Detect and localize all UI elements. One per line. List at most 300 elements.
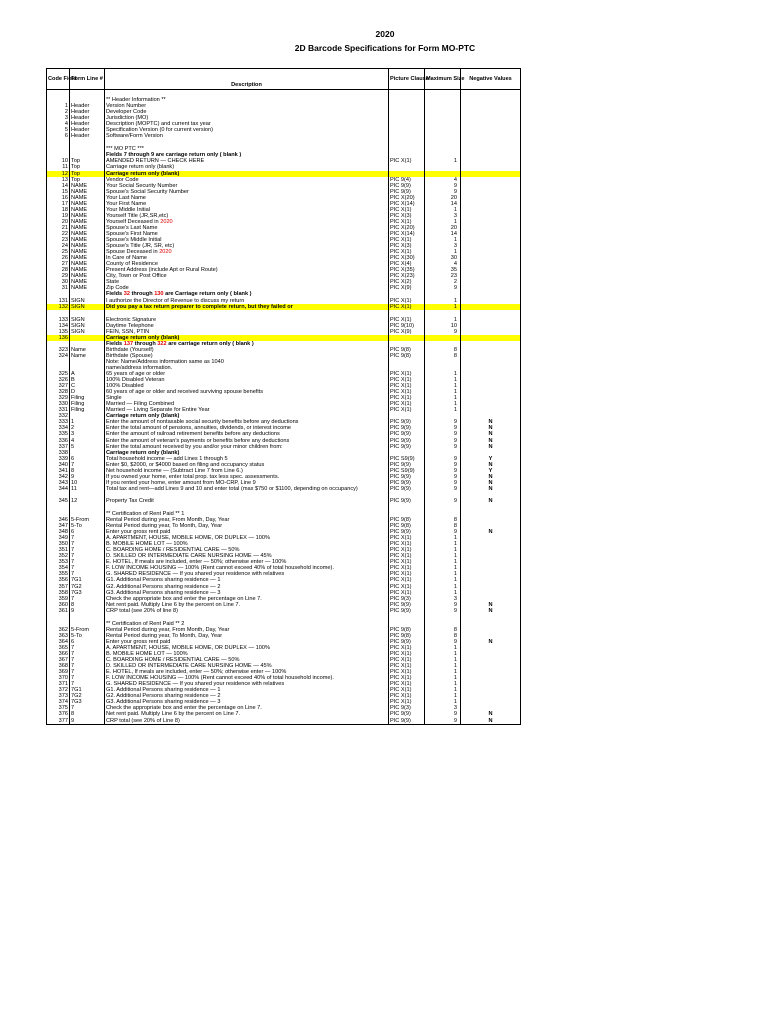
cell-code-field: 29 bbox=[47, 273, 70, 279]
cell-form-line: NAME bbox=[70, 243, 105, 249]
cell-maximum-size: 1 bbox=[425, 304, 461, 310]
cell-maximum-size: 9 bbox=[425, 431, 461, 437]
cell-description: Enter the amount of railroad retirement benefits before any deductions bbox=[105, 431, 389, 437]
cell-form-line: 8 bbox=[70, 468, 105, 474]
cell-description: Carriage return only (blank) bbox=[105, 450, 389, 456]
cell-maximum-size: 3 bbox=[425, 243, 461, 249]
cell-code-field: 348 bbox=[47, 529, 70, 535]
cell-code-field: 366 bbox=[47, 651, 70, 657]
cell-maximum-size: 1 bbox=[425, 401, 461, 407]
cell-negative-values: N bbox=[461, 639, 521, 645]
cell-code-field: 136 bbox=[47, 335, 70, 341]
cell-code-field bbox=[47, 504, 70, 511]
cell-form-line: Header bbox=[70, 127, 105, 133]
cell-picture-clause: PIC 9(9) bbox=[389, 718, 425, 725]
cell-description: Fields 137 through 322 are carriage return only ( blank ) bbox=[105, 341, 389, 347]
cell-maximum-size bbox=[425, 90, 461, 98]
cell-picture-clause: PIC X(1) bbox=[389, 547, 425, 553]
cell-code-field: 340 bbox=[47, 462, 70, 468]
cell-form-line: 2 bbox=[70, 425, 105, 431]
cell-maximum-size: 4 bbox=[425, 177, 461, 183]
cell-form-line: 7 bbox=[70, 559, 105, 565]
header-code-field: Code Field bbox=[47, 69, 70, 90]
cell-picture-clause: PIC X(9) bbox=[389, 285, 425, 291]
cell-code-field bbox=[47, 614, 70, 621]
cell-picture-clause: PIC 9(8) bbox=[389, 347, 425, 353]
cell-description: Carriage return only (blank) bbox=[105, 164, 389, 170]
cell-negative-values: N bbox=[461, 608, 521, 614]
cell-maximum-size: 9 bbox=[425, 718, 461, 725]
cell-maximum-size: 8 bbox=[425, 627, 461, 633]
cell-form-line: 7 bbox=[70, 547, 105, 553]
cell-picture-clause bbox=[389, 310, 425, 317]
cell-picture-clause: PIC X(1) bbox=[389, 657, 425, 663]
cell-form-line: 7 bbox=[70, 669, 105, 675]
cell-code-field: 14 bbox=[47, 183, 70, 189]
cell-maximum-size: 8 bbox=[425, 633, 461, 639]
cell-picture-clause: PIC 9(8) bbox=[389, 353, 425, 359]
cell-code-field: 342 bbox=[47, 474, 70, 480]
cell-description: Married — Filing Combined bbox=[105, 401, 389, 407]
cell-maximum-size: 3 bbox=[425, 596, 461, 602]
cell-description: Enter your gross rent paid bbox=[105, 639, 389, 645]
cell-maximum-size: 1 bbox=[425, 158, 461, 164]
cell-code-field: 332 bbox=[47, 413, 70, 419]
cell-form-line: 7 bbox=[70, 462, 105, 468]
cell-form-line: 6 bbox=[70, 639, 105, 645]
cell-description: G2. Additional Persons sharing residence — 2 bbox=[105, 584, 389, 590]
cell-description: Carriage return only (blank) bbox=[105, 171, 389, 177]
cell-maximum-size: 9 bbox=[425, 329, 461, 335]
cell-picture-clause: PIC 9(9) bbox=[389, 498, 425, 504]
spec-table bbox=[46, 68, 521, 725]
cell-picture-clause: PIC X(1) bbox=[389, 559, 425, 565]
cell-form-line: NAME bbox=[70, 213, 105, 219]
cell-maximum-size: 9 bbox=[425, 189, 461, 195]
cell-form-line: NAME bbox=[70, 279, 105, 285]
cell-picture-clause: PIC 9(9) bbox=[389, 602, 425, 608]
cell-code-field: 375 bbox=[47, 705, 70, 711]
cell-code-field: 16 bbox=[47, 195, 70, 201]
cell-maximum-size: 1 bbox=[425, 663, 461, 669]
cell-form-line: 4 bbox=[70, 438, 105, 444]
cell-form-line: D bbox=[70, 389, 105, 395]
cell-form-line bbox=[70, 504, 105, 511]
spec-table-body bbox=[47, 90, 521, 725]
cell-maximum-size: 9 bbox=[425, 639, 461, 645]
cell-picture-clause: PIC X(1) bbox=[389, 553, 425, 559]
cell-code-field: 327 bbox=[47, 383, 70, 389]
cell-negative-values: Y bbox=[461, 468, 521, 474]
cell-code-field: 10 bbox=[47, 158, 70, 164]
cell-picture-clause: PIC X(1) bbox=[389, 693, 425, 699]
cell-picture-clause: PIC 9(9) bbox=[389, 462, 425, 468]
cell-code-field: 334 bbox=[47, 425, 70, 431]
highlighted-value: 32 bbox=[123, 291, 130, 298]
cell-description bbox=[105, 614, 389, 621]
cell-picture-clause: PIC X(1) bbox=[389, 663, 425, 669]
cell-form-line: NAME bbox=[70, 225, 105, 231]
cell-maximum-size: 1 bbox=[425, 565, 461, 571]
cell-picture-clause: PIC 9(9) bbox=[389, 189, 425, 195]
cell-form-line: 7 bbox=[70, 565, 105, 571]
cell-code-field: 22 bbox=[47, 231, 70, 237]
cell-description: County of Residence bbox=[105, 261, 389, 267]
cell-code-field: 27 bbox=[47, 261, 70, 267]
cell-code-field: 28 bbox=[47, 267, 70, 273]
cell-negative-values bbox=[461, 139, 521, 146]
cell-code-field: 341 bbox=[47, 468, 70, 474]
highlighted-value: 130 bbox=[154, 291, 164, 298]
cell-code-field: 345 bbox=[47, 498, 70, 504]
cell-description: D. SKILLED OR INTERMEDIATE CARE NURSING HOME — 45% bbox=[105, 553, 389, 559]
cell-picture-clause: PIC 9(9) bbox=[389, 711, 425, 717]
cell-form-line: 7G1 bbox=[70, 577, 105, 583]
cell-form-line: 5-From bbox=[70, 517, 105, 523]
cell-maximum-size bbox=[425, 614, 461, 621]
cell-picture-clause: PIC X(1) bbox=[389, 158, 425, 164]
cell-maximum-size: 4 bbox=[425, 261, 461, 267]
table-row bbox=[47, 718, 521, 725]
cell-description: In Care of Name bbox=[105, 255, 389, 261]
cell-description: E. HOTEL, If meals are included, enter — 50%; otherwise enter — 100% bbox=[105, 669, 389, 675]
cell-maximum-size: 1 bbox=[425, 681, 461, 687]
cell-code-field: 339 bbox=[47, 456, 70, 462]
cell-form-line: 7G2 bbox=[70, 584, 105, 590]
cell-picture-clause: PIC 9(8) bbox=[389, 517, 425, 523]
cell-maximum-size: 8 bbox=[425, 353, 461, 359]
cell-description: ** Header Information ** bbox=[105, 97, 389, 103]
cell-description: Did you pay a tax return preparer to complete return, but they failed or bbox=[105, 304, 389, 310]
cell-negative-values bbox=[461, 504, 521, 511]
cell-picture-clause: PIC X(1) bbox=[389, 317, 425, 323]
highlighted-value: 2020 bbox=[159, 249, 172, 256]
cell-maximum-size: 1 bbox=[425, 298, 461, 304]
cell-form-line: 12 bbox=[70, 498, 105, 504]
cell-description: Yourself Deceased in 2020 bbox=[105, 219, 389, 225]
cell-code-field: 26 bbox=[47, 255, 70, 261]
cell-form-line: 7 bbox=[70, 657, 105, 663]
cell-picture-clause: PIC X(20) bbox=[389, 195, 425, 201]
cell-form-line: Header bbox=[70, 103, 105, 109]
cell-picture-clause: PIC X(9) bbox=[389, 329, 425, 335]
cell-description: Developer Code bbox=[105, 109, 389, 115]
cell-picture-clause: PIC X(1) bbox=[389, 541, 425, 547]
cell-code-field: 361 bbox=[47, 608, 70, 614]
cell-description: CRP total (see 20% of line 8) bbox=[105, 608, 389, 614]
cell-code-field: 23 bbox=[47, 237, 70, 243]
cell-picture-clause: PIC X(1) bbox=[389, 565, 425, 571]
cell-picture-clause: PIC 9(9) bbox=[389, 486, 425, 498]
cell-description: Rental Period during year, From Month, Day, Year bbox=[105, 517, 389, 523]
cell-picture-clause bbox=[389, 504, 425, 511]
cell-picture-clause: PIC 9(9) bbox=[389, 431, 425, 437]
cell-picture-clause: PIC S9(9) bbox=[389, 456, 425, 462]
cell-code-field: 363 bbox=[47, 633, 70, 639]
cell-form-line: Name bbox=[70, 353, 105, 359]
cell-form-line: 7G1 bbox=[70, 687, 105, 693]
cell-maximum-size: 1 bbox=[425, 553, 461, 559]
cell-form-line: Header bbox=[70, 121, 105, 127]
cell-code-field: 330 bbox=[47, 401, 70, 407]
cell-maximum-size: 9 bbox=[425, 474, 461, 480]
cell-form-line: NAME bbox=[70, 273, 105, 279]
cell-form-line: Filing bbox=[70, 395, 105, 401]
cell-form-line: 7 bbox=[70, 596, 105, 602]
cell-code-field: 135 bbox=[47, 329, 70, 335]
cell-maximum-size: 20 bbox=[425, 225, 461, 231]
cell-description: Enter the total amount received by you and/or your minor children from: bbox=[105, 444, 389, 450]
cell-description: ** Certification of Rent Paid ** 2 bbox=[105, 621, 389, 627]
header-row bbox=[47, 69, 521, 90]
cell-code-field: 338 bbox=[47, 450, 70, 456]
cell-maximum-size: 1 bbox=[425, 577, 461, 583]
cell-code-field: 20 bbox=[47, 219, 70, 225]
cell-code-field: 369 bbox=[47, 669, 70, 675]
cell-form-line bbox=[70, 614, 105, 621]
cell-description: Married — Living Separate for Entire Year bbox=[105, 407, 389, 413]
cell-code-field: 367 bbox=[47, 657, 70, 663]
cell-code-field: 333 bbox=[47, 419, 70, 425]
cell-description: Enter the total amount of pensions, annuities, dividends, or interest income bbox=[105, 425, 389, 431]
cell-code-field: 331 bbox=[47, 407, 70, 413]
cell-maximum-size: 1 bbox=[425, 693, 461, 699]
cell-form-line: 6 bbox=[70, 456, 105, 462]
cell-description: Total household income — add Lines 1 through 5 bbox=[105, 456, 389, 462]
cell-picture-clause: PIC 9(9) bbox=[389, 425, 425, 431]
cell-picture-clause: PIC 9(9) bbox=[389, 438, 425, 444]
cell-negative-values: N bbox=[461, 419, 521, 425]
cell-description: Rental Period during year, To Month, Day, Year bbox=[105, 633, 389, 639]
cell-description: Description (MOPTC) and current tax year bbox=[105, 121, 389, 127]
cell-maximum-size: 30 bbox=[425, 255, 461, 261]
cell-picture-clause: PIC X(1) bbox=[389, 675, 425, 681]
cell-maximum-size: 9 bbox=[425, 419, 461, 425]
cell-picture-clause: PIC X(1) bbox=[389, 699, 425, 705]
cell-description: Rental Period during year, To Month, Day, Year bbox=[105, 523, 389, 529]
cell-description: Spouse's First Name bbox=[105, 231, 389, 237]
header-picture-clause: Picture Clause bbox=[389, 69, 425, 90]
cell-description: F. LOW INCOME HOUSING — 100% (Rent cannot exceed 40% of total household income). bbox=[105, 675, 389, 681]
cell-description: Carriage return only (blank) bbox=[105, 335, 389, 341]
cell-description: Net rent paid. Multiply Line 6 by the percent on Line 7. bbox=[105, 602, 389, 608]
cell-maximum-size: 1 bbox=[425, 687, 461, 693]
cell-maximum-size: 9 bbox=[425, 462, 461, 468]
cell-description: Your Social Security Number bbox=[105, 183, 389, 189]
cell-code-field: 377 bbox=[47, 718, 70, 725]
cell-picture-clause: PIC 9(8) bbox=[389, 523, 425, 529]
highlighted-value: 2020 bbox=[160, 218, 173, 225]
cell-description: Check the appropriate box and enter the percentage on Line 7. bbox=[105, 705, 389, 711]
cell-description: CRP total (see 20% of Line 8) bbox=[105, 718, 389, 725]
cell-form-line: NAME bbox=[70, 183, 105, 189]
cell-description bbox=[105, 139, 389, 146]
cell-description: A. APARTMENT, HOUSE, MOBILE HOME, OR DUPLEX — 100% bbox=[105, 645, 389, 651]
cell-picture-clause: PIC 9(8) bbox=[389, 627, 425, 633]
cell-code-field: 323 bbox=[47, 347, 70, 353]
cell-description: Birthdate (Yourself) bbox=[105, 347, 389, 353]
cell-negative-values: N bbox=[461, 486, 521, 498]
cell-maximum-size: 3 bbox=[425, 705, 461, 711]
cell-maximum-size: 3 bbox=[425, 213, 461, 219]
cell-form-line: 5-To bbox=[70, 633, 105, 639]
highlighted-value: 137 bbox=[123, 340, 134, 347]
cell-description: Jurisdiction (MO) bbox=[105, 115, 389, 121]
cell-maximum-size: 1 bbox=[425, 377, 461, 383]
cell-form-line: 7 bbox=[70, 681, 105, 687]
cell-form-line: SIGN bbox=[70, 304, 105, 310]
cell-description: E. HOTEL, If meals are included, enter — 50%; otherwise enter — 100% bbox=[105, 559, 389, 565]
cell-code-field: 12 bbox=[47, 171, 70, 177]
cell-description: F. LOW INCOME HOUSING — 100% (Rent cannot exceed 40% of total household income). bbox=[105, 565, 389, 571]
cell-picture-clause: PIC X(1) bbox=[389, 571, 425, 577]
cell-description: C. BOARDING HOME / RESIDENTIAL CARE — 50% bbox=[105, 547, 389, 553]
cell-description: Rental Period during year, From Month, Day, Year bbox=[105, 627, 389, 633]
cell-maximum-size: 9 bbox=[425, 498, 461, 504]
cell-maximum-size: 1 bbox=[425, 669, 461, 675]
cell-form-line: 7 bbox=[70, 675, 105, 681]
cell-code-field: 2 bbox=[47, 109, 70, 115]
cell-code-field: 365 bbox=[47, 645, 70, 651]
cell-form-line: Filing bbox=[70, 401, 105, 407]
cell-code-field: 368 bbox=[47, 663, 70, 669]
cell-picture-clause: PIC X(1) bbox=[389, 651, 425, 657]
cell-description: Check the appropriate box and enter the percentage on Line 7. bbox=[105, 596, 389, 602]
cell-negative-values bbox=[461, 310, 521, 317]
cell-code-field: 337 bbox=[47, 444, 70, 450]
cell-picture-clause: PIC X(1) bbox=[389, 681, 425, 687]
cell-description: Carriage return only (blank) bbox=[105, 413, 389, 419]
cell-form-line: A bbox=[70, 371, 105, 377]
cell-code-field: 5 bbox=[47, 127, 70, 133]
cell-code-field bbox=[47, 310, 70, 317]
cell-description: B. MOBILE HOME LOT — 100% bbox=[105, 651, 389, 657]
cell-description: G3. Additional Persons sharing residence — 3 bbox=[105, 590, 389, 596]
cell-maximum-size: 1 bbox=[425, 559, 461, 565]
cell-code-field: 3 bbox=[47, 115, 70, 121]
cell-description: Enter the amount of nontaxable social security benefits before any deductions bbox=[105, 419, 389, 425]
cell-picture-clause: PIC X(1) bbox=[389, 395, 425, 401]
cell-picture-clause: PIC X(1) bbox=[389, 237, 425, 243]
cell-code-field: 347 bbox=[47, 523, 70, 529]
cell-code-field: 21 bbox=[47, 225, 70, 231]
cell-maximum-size: 8 bbox=[425, 523, 461, 529]
cell-code-field: 376 bbox=[47, 711, 70, 717]
cell-code-field: 350 bbox=[47, 541, 70, 547]
header-negative-values: Negative Values bbox=[461, 69, 521, 90]
cell-picture-clause: PIC 9(9) bbox=[389, 529, 425, 535]
cell-picture-clause: PIC X(1) bbox=[389, 377, 425, 383]
cell-picture-clause: PIC 9(9) bbox=[389, 183, 425, 189]
cell-picture-clause: PIC X(1) bbox=[389, 687, 425, 693]
cell-code-field: 18 bbox=[47, 207, 70, 213]
cell-maximum-size: 14 bbox=[425, 231, 461, 237]
cell-maximum-size: 9 bbox=[425, 285, 461, 291]
cell-description: Your Last Name bbox=[105, 195, 389, 201]
cell-form-line: Header bbox=[70, 133, 105, 139]
cell-code-field bbox=[47, 90, 70, 98]
cell-negative-values: N bbox=[461, 425, 521, 431]
cell-code-field: 344 bbox=[47, 486, 70, 498]
cell-code-field: 360 bbox=[47, 602, 70, 608]
cell-maximum-size: 1 bbox=[425, 541, 461, 547]
cell-picture-clause: PIC X(23) bbox=[389, 273, 425, 279]
cell-code-field: 372 bbox=[47, 687, 70, 693]
cell-picture-clause: PIC X(1) bbox=[389, 219, 425, 225]
cell-maximum-size: 9 bbox=[425, 183, 461, 189]
cell-maximum-size: 35 bbox=[425, 267, 461, 273]
cell-maximum-size: 9 bbox=[425, 480, 461, 486]
cell-description: G1. Additional Persons sharing residence — 1 bbox=[105, 577, 389, 583]
cell-negative-values: N bbox=[461, 474, 521, 480]
cell-form-line bbox=[70, 310, 105, 317]
cell-form-line: 7 bbox=[70, 645, 105, 651]
cell-form-line: 11 bbox=[70, 486, 105, 498]
cell-form-line: NAME bbox=[70, 237, 105, 243]
cell-picture-clause: PIC X(2) bbox=[389, 279, 425, 285]
cell-code-field: 328 bbox=[47, 389, 70, 395]
cell-picture-clause: PIC X(20) bbox=[389, 225, 425, 231]
cell-picture-clause: PIC X(1) bbox=[389, 584, 425, 590]
cell-code-field: 24 bbox=[47, 243, 70, 249]
cell-picture-clause: PIC X(1) bbox=[389, 645, 425, 651]
cell-form-line: 10 bbox=[70, 480, 105, 486]
cell-description: Your Middle Initial bbox=[105, 207, 389, 213]
cell-form-line: NAME bbox=[70, 189, 105, 195]
doc-title: 2D Barcode Specifications for Form MO-PTC bbox=[294, 43, 476, 53]
cell-code-field: 346 bbox=[47, 517, 70, 523]
cell-form-line: 8 bbox=[70, 602, 105, 608]
cell-picture-clause: PIC 9(9) bbox=[389, 480, 425, 486]
cell-code-field: 19 bbox=[47, 213, 70, 219]
cell-description: 60 years of age or older and received surviving spouse benefits bbox=[105, 389, 389, 395]
cell-maximum-size: 1 bbox=[425, 535, 461, 541]
cell-description: *** MO PTC *** bbox=[105, 146, 389, 152]
cell-form-line: 7 bbox=[70, 541, 105, 547]
table-row bbox=[47, 614, 521, 621]
cell-maximum-size: 9 bbox=[425, 529, 461, 535]
cell-picture-clause: PIC X(1) bbox=[389, 669, 425, 675]
cell-picture-clause: PIC X(1) bbox=[389, 249, 425, 255]
table-row bbox=[47, 504, 521, 511]
cell-form-line: 5-From bbox=[70, 627, 105, 633]
cell-maximum-size: 1 bbox=[425, 645, 461, 651]
cell-negative-values bbox=[461, 614, 521, 621]
cell-description: If you rented your home, enter amount from MO-CRP, Line 9 bbox=[105, 480, 389, 486]
cell-negative-values: N bbox=[461, 431, 521, 437]
cell-code-field: 349 bbox=[47, 535, 70, 541]
cell-form-line: NAME bbox=[70, 219, 105, 225]
cell-picture-clause: PIC X(3) bbox=[389, 213, 425, 219]
cell-form-line: 6 bbox=[70, 529, 105, 535]
cell-maximum-size: 1 bbox=[425, 249, 461, 255]
cell-code-field: 4 bbox=[47, 121, 70, 127]
cell-description: Version Number bbox=[105, 103, 389, 109]
cell-maximum-size: 1 bbox=[425, 699, 461, 705]
cell-picture-clause: PIC 9(3) bbox=[389, 705, 425, 711]
cell-picture-clause: PIC X(1) bbox=[389, 577, 425, 583]
cell-description: Fields 32 through 130 are Carriage return only ( blank ) bbox=[105, 291, 389, 297]
cell-maximum-size: 1 bbox=[425, 675, 461, 681]
cell-negative-values: N bbox=[461, 498, 521, 504]
cell-form-line: 3 bbox=[70, 431, 105, 437]
cell-form-line: NAME bbox=[70, 267, 105, 273]
cell-picture-clause: PIC X(1) bbox=[389, 383, 425, 389]
cell-description: City, Town or Post Office bbox=[105, 273, 389, 279]
cell-description: 100% Disabled Veteran bbox=[105, 377, 389, 383]
cell-form-line: 8 bbox=[70, 711, 105, 717]
cell-picture-clause: PIC X(1) bbox=[389, 298, 425, 304]
